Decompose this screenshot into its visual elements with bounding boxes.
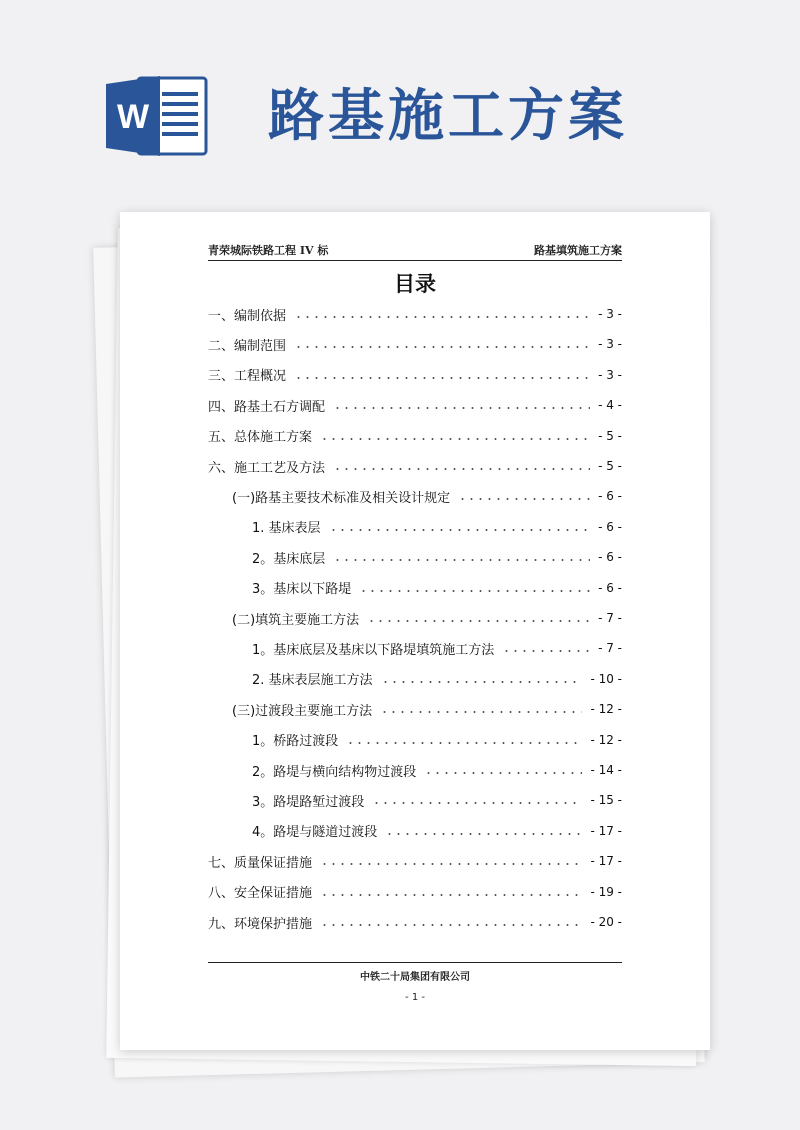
toc-entry-page: - 6 - — [598, 580, 622, 595]
toc-entry[interactable] — [208, 790, 622, 810]
toc-entry-page: - 6 - — [598, 519, 622, 534]
toc-entry[interactable] — [208, 547, 622, 567]
toc-dot-leader — [333, 559, 590, 561]
toc-entry-page: - 7 - — [598, 611, 622, 625]
toc-entry-page: - 6 - — [598, 550, 622, 565]
toc-entry-page: - 15 - — [590, 793, 622, 808]
toc-entry-page: - 12 - — [590, 702, 622, 717]
toc-dot-leader — [333, 468, 590, 470]
footer-page-number: - 1 - — [405, 992, 425, 1003]
toc-entry-title: 五、总体施工方案 — [208, 430, 313, 446]
toc-entry-title: 3。基床以下路堤 — [252, 582, 352, 598]
toc-entry-title: 一、编制依据 — [208, 308, 287, 324]
toc-entry[interactable] — [208, 882, 622, 902]
page-header — [208, 242, 622, 261]
toc-entry[interactable] — [208, 699, 622, 719]
footer-company: 中铁二十局集团有限公司 — [360, 972, 470, 983]
toc-dot-leader — [367, 620, 590, 622]
toc-entry-page: - 17 - — [590, 823, 622, 838]
word-doc-icon — [100, 70, 210, 160]
toc-entry-title: 八、安全保证措施 — [208, 886, 313, 902]
toc-entry-page: - 3 - — [598, 307, 622, 321]
toc-dot-leader — [380, 711, 582, 713]
toc-dot-leader — [294, 346, 590, 348]
toc-entry[interactable] — [208, 821, 622, 841]
toc-entry-page: - 14 - — [590, 763, 622, 777]
toc-dot-leader — [346, 742, 582, 744]
toc-entry-title: (二)填筑主要施工方法 — [232, 612, 360, 628]
toc-entry-title: 2. 基床表层施工方法 — [252, 673, 373, 689]
toc-entry[interactable] — [208, 638, 622, 658]
toc-entry-title: 三、工程概况 — [208, 369, 287, 385]
toc-entry[interactable] — [208, 426, 622, 446]
toc-entry-page: - 5 - — [598, 459, 622, 473]
toc-dot-leader — [329, 529, 591, 531]
toc-dot-leader — [320, 438, 590, 440]
toc-entry[interactable] — [208, 578, 622, 598]
toc-entry[interactable] — [208, 912, 622, 932]
toc-entry[interactable] — [208, 304, 622, 324]
toc-entry-page: - 6 - — [598, 489, 622, 504]
toc-entry-page: - 5 - — [598, 428, 622, 443]
toc-entry[interactable] — [208, 760, 622, 780]
toc-dot-leader — [294, 377, 590, 379]
toc-entry-title: (一)路基主要技术标准及相关设计规定 — [232, 490, 451, 506]
toc-entry[interactable] — [208, 456, 622, 476]
toc-dot-leader — [381, 681, 583, 683]
toc-dot-leader — [333, 407, 590, 409]
toc-entry-title: 六、施工工艺及方法 — [208, 460, 326, 476]
toc-dot-leader — [424, 772, 582, 774]
toc-entry-page: - 17 - — [590, 854, 622, 869]
toc-entry-page: - 19 - — [590, 884, 622, 899]
toc-entry-page: - 10 - — [590, 671, 622, 686]
toc-entry-title: 2。基床底层 — [252, 551, 326, 567]
toc-entry[interactable] — [208, 334, 622, 354]
banner — [100, 70, 720, 160]
toc-entry-title: 2。路堤与横向结构物过渡段 — [252, 764, 417, 780]
toc-entry[interactable] — [208, 517, 622, 537]
header-left: 青荣城际铁路工程 IV 标 — [208, 244, 329, 257]
toc-entry-title: 九、环境保护措施 — [208, 916, 313, 932]
toc-entry-title: 1. 基床表层 — [252, 521, 321, 537]
svg-text:W: W — [116, 98, 150, 136]
toc-entry-page: - 12 - — [590, 732, 622, 747]
footer-rule — [208, 962, 622, 963]
toc-entry-page: - 20 - — [590, 915, 622, 929]
toc-entry[interactable] — [208, 851, 622, 871]
toc-entry-title: (三)过渡段主要施工方法 — [232, 703, 373, 719]
toc-dot-leader — [359, 590, 590, 592]
document-title: 路基施工方案 — [268, 83, 628, 149]
toc-entry-title: 七、质量保证措施 — [208, 855, 313, 871]
toc-entry-title: 4。路堤与隧道过渡段 — [252, 825, 378, 841]
toc-entry-page: - 4 - — [598, 398, 622, 413]
toc-entry[interactable] — [208, 608, 622, 628]
toc-dot-leader — [320, 863, 582, 865]
toc-entry-title: 3。路堤路堑过渡段 — [252, 794, 365, 810]
toc-entry-page: - 3 - — [598, 337, 622, 352]
toc-dot-leader — [385, 833, 582, 835]
toc-dot-leader — [502, 650, 590, 652]
toc-entry-page: - 7 - — [598, 641, 622, 656]
toc-entry-title: 1。基床底层及基床以下路堤填筑施工方法 — [252, 642, 495, 658]
toc-title: 目录 — [394, 272, 436, 296]
toc-entry[interactable] — [208, 395, 622, 415]
toc-entry[interactable] — [208, 669, 622, 689]
toc-entry[interactable] — [208, 486, 622, 506]
toc-entry-title: 二、编制范围 — [208, 338, 287, 354]
toc-entry-page: - 3 - — [598, 367, 622, 382]
toc-dot-leader — [458, 498, 590, 500]
toc-entry[interactable] — [208, 730, 622, 750]
toc-dot-leader — [320, 894, 582, 896]
header-right: 路基填筑施工方案 — [534, 244, 622, 257]
document-page — [120, 212, 710, 1050]
toc-entry-title: 1。桥路过渡段 — [252, 734, 339, 750]
toc-dot-leader — [320, 924, 582, 926]
toc-dot-leader — [372, 802, 582, 804]
toc-entry-title: 四、路基土石方调配 — [208, 399, 326, 415]
toc-entry[interactable] — [208, 365, 622, 385]
toc-dot-leader — [294, 316, 590, 318]
